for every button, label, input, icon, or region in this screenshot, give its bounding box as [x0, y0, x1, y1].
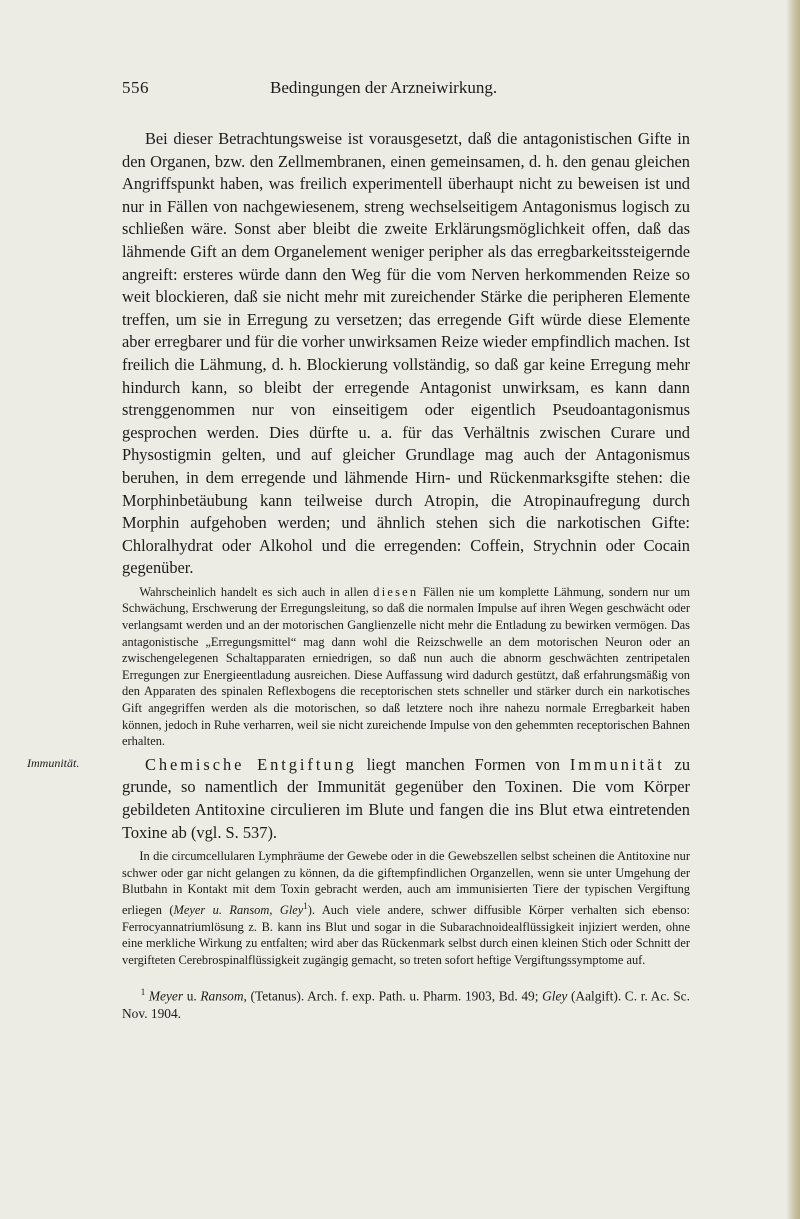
footnote: $^1$ Meyer u. Ransom, (Tetanus). Arch. f. exp. Path. u. Pharm. 1903, Bd. 49; Gley (Aalgift). C. r. Ac. Sc. Nov. 1904.: [122, 987, 690, 1022]
footnote-ref: 1: [303, 900, 308, 911]
page-edge: [786, 0, 800, 1219]
running-header: [122, 78, 690, 102]
emphasis-immunitaet: Immunität: [569, 754, 665, 774]
page-number: 556: [122, 78, 149, 97]
footnote-marker: 1: [140, 987, 146, 998]
page-body: [27, 128, 691, 1023]
margin-note-immunity: Immunität.: [27, 755, 80, 770]
emphasis-spaced: diesen: [373, 584, 419, 599]
paragraph-small-print-1: Wahrscheinlich handelt es sich auch in allen diesen Fällen nie um komplette Lähmung, sondern nur um Schwächung, Erschwerung der Erregungsleitung, so daß die normalen Impulse auf ihren Wegen geschwächt oder verlangsamt werden und an der motorischen Ganglienzelle nicht mehr die Entladung zu bewirken vermögen. Das antagonistische „Erregungsmittel“ mag dann wohl die Reizschwelle an dem motorischen Neuron oder an zwischengelegenen Schaltapparaten erniedrigen, so daß nun auch die abnorm geschwächten zentripetalen Erregungen zur Energieentladung ausreichen. Diese Auffassung wird dadurch gestützt, daß erfahrungsmäßig von den Apparaten des spinalen Reflexbogens die receptorischen stets schneller und stärker durch ein narkotisches Gift angegriffen werden als die motorischen, so daß letztere noch ihre nahezu normale Erregbarkeit haben können, jedoch in Ruhe verharren, weil sie nicht zureichende Impulse von den gehemmten receptorischen Bahnen erhalten.: [122, 584, 690, 749]
emphasis-chemische-entgiftung: Chemische Entgiftung: [144, 754, 357, 774]
citation-authors: Meyer u. Ransom, Gley: [173, 903, 304, 918]
paragraph-antagonism: Bei dieser Betrachtungsweise ist vorausgesetzt, daß die antagonistischen Gifte in den Organen, bzw. den Zellmembranen, einen gemeinsamen, d. h. den genau gleichen Angriffspunkt haben, was freilich experimentell überhaupt nicht zu beweisen ist und nur in Fällen von nachgewiesenem, streng wechselseitigem Antagonismus logisch zu schließen wäre. Sonst aber bleibt die zweite Erklärungsmöglichkeit offen, daß das lähmende Gift an dem Organelement weniger peripher als das erregbarkeitssteigernde angreift: ersteres würde dann den Weg für die vom Nerven herkommenden Reize so weit blockieren, daß sie nicht mehr mit zureichender Stärke die peripheren Elemente treffen, um sie in Erregung zu versetzen; das erregende Gift würde diese Elemente aber erregbarer und für die vorher unwirksamen Reize wieder empfindlich machen. Ist freilich die Lähmung, d. h. Blockierung vollständig, so daß gar keine Erregung mehr hindurch kann, so bleibt der erregende Antagonist unwirksam, es kann dann strenggenommen nur von einseitigem oder eigentlich Pseudoantagonismus gesprochen werden. Dies dürfte u. a. für das Verhältnis zwischen Curare und Physostigmin gelten, und auf gleicher Grundlage mag auch der Antagonismus beruhen, in dem erregende und lähmende Hirn- und Rückenmarksgifte stehen: die Morphinbetäubung kann teilweise durch Atropin, die Atropinaufregung durch Morphin aufgehoben werden; und ähnlich stehen sich die narkotischen Gifte: Chloralhydrat oder Alkohol und die erregenden: Coffein, Strychnin oder Cocain gegenüber.: [122, 129, 690, 578]
paragraph-small-print-2: In die circumcellularen Lymphräume der Gewebe oder in die Gewebszellen selbst scheinen die Antitoxine nur schwer oder gar nicht gelangen zu können, da die giftempfindlichen Organzellen, wenn sie unter Umgehung der Blutbahn in Kontakt mit dem Toxin gebracht werden, auch am immunisierten Tiere der typischen Vergiftung erliegen (Meyer u. Ransom, Gley$^1$). Auch viele andere, schwer diffusible Körper verhalten sich ebenso: Ferrocyannatriumlösung z. B. kann ins Blut und sogar in die Subarachnoidealflüssigkeit injiziert werden, ohne eine merkliche Wirkung zu entfalten; wird aber das Rückenmark selbst durch einen kleinen Stich oder Schnitt der vergifteten Cerebrospinalflüssigkeit zugängig gemacht, so treten sofort heftige Vergiftungssymptome auf.: [122, 849, 691, 967]
paragraph-immunity: Chemische Entgiftung liegt manchen Formen von Immunität zu grunde, so namentlich der Immunität gegenüber den Toxinen. Die vom Körper gebildeten Antitoxine circulieren im Blute und fangen die ins Blut etwa eintretenden Toxine ab (vgl. S. 537).: [122, 754, 691, 842]
running-title: Bedingungen der Arzneiwirkung.: [270, 78, 498, 97]
